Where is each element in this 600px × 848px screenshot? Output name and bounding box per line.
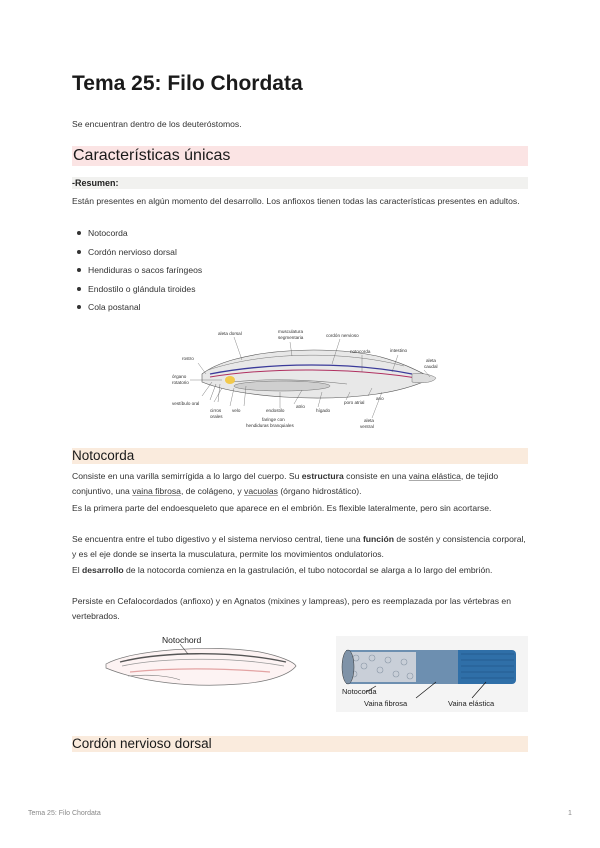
label-higado: hígado xyxy=(316,408,331,413)
text-run: consiste en una xyxy=(343,471,409,481)
characteristics-list xyxy=(72,226,202,319)
section-heading-notocorda: Notocorda xyxy=(72,448,528,464)
intro-paragraph: Se encuentran dentro de los deuteróstomos. xyxy=(72,119,242,129)
amphioxus-diagram xyxy=(172,322,442,434)
label-endostilo: endostilo xyxy=(266,408,285,413)
label-atrio: atrio xyxy=(296,404,305,409)
label-hendiduras: hendiduras branquiales xyxy=(246,423,294,428)
label-notocorda-structure: Notocorda xyxy=(342,687,377,696)
label-velo: velo xyxy=(232,408,241,413)
label-notocorda: notocorda xyxy=(350,349,371,354)
text-run: El xyxy=(72,565,83,575)
notochord-structure-diagram xyxy=(336,636,528,712)
resumen-label: -Resumen: xyxy=(72,177,528,189)
list-item: Cola postanal xyxy=(72,300,202,319)
text-run: de la notocorda comienza en la gastrulación, el tubo notocordal se alarga a lo largo del embrión. xyxy=(123,565,493,575)
underlined-term: vaina fibrosa xyxy=(132,485,181,496)
label-cordon: cordón nervioso xyxy=(326,333,359,338)
label-organo: órgano xyxy=(172,374,187,379)
label-poro-atrial: poro atrial xyxy=(344,400,365,405)
notocorda-paragraph-5: Persiste en Cefalocordados (anfioxo) y en Agnatos (mixines y lampreas), pero es reemplazada por las vértebras en vertebrados. xyxy=(72,596,511,621)
label-caudal: caudal xyxy=(424,364,438,369)
text-run: Se encuentra entre el tubo digestivo y el sistema nervioso central, tiene una xyxy=(72,534,363,544)
list-item: Cordón nervioso dorsal xyxy=(72,245,202,264)
notochord-diagram xyxy=(100,632,300,696)
text-run: Consiste en una varilla semirrígida a lo largo del cuerpo. Su xyxy=(72,471,302,481)
underlined-term: vaina elástica xyxy=(408,471,461,481)
label-notochord: Notochord xyxy=(162,635,202,645)
label-rostro: rostro xyxy=(182,356,194,361)
bold-term: desarrollo xyxy=(82,565,124,575)
label-segmentaria: segmentaria xyxy=(278,335,304,340)
text-run: , de colágeno, y xyxy=(180,485,245,496)
underlined-term: vacuolas xyxy=(244,485,278,496)
list-item: Notocorda xyxy=(72,226,202,245)
notocorda-paragraph-4 xyxy=(72,563,528,578)
bold-term: función xyxy=(362,534,394,544)
notocorda-paragraph-1 xyxy=(72,469,528,498)
section-heading-cordon: Cordón nervioso dorsal xyxy=(72,736,528,752)
label-aleta-caudal: aleta xyxy=(426,358,436,363)
footer-title: Tema 25: Filo Chordata xyxy=(28,810,101,817)
amphioxus-body xyxy=(202,350,436,402)
text-run: de sostén y consistencia corporal, y es el eje donde se inserta la musculatura, permite los movimientos ondulatorios. xyxy=(72,534,526,559)
label-faringe: faringe con xyxy=(262,417,285,422)
label-intestino: intestino xyxy=(390,348,408,353)
page-title: Tema 25: Filo Chordata xyxy=(72,72,303,95)
label-ventral: ventral xyxy=(360,424,374,429)
label-aleta-ventral: aleta xyxy=(364,418,374,423)
text-run: , de tejido conjuntivo, una xyxy=(72,471,499,496)
section-heading-caracteristicas: Características únicas xyxy=(72,146,528,166)
bold-term: estructura xyxy=(301,471,344,481)
label-aleta-dorsal: aleta dorsal xyxy=(218,331,242,336)
label-orales: orales xyxy=(210,414,223,419)
label-vaina-fibrosa: Vaina fibrosa xyxy=(364,699,408,708)
label-musculatura: musculatura xyxy=(278,329,304,334)
text-run: (órgano hidrostático). xyxy=(277,485,362,496)
label-vestibulo: vestíbulo oral xyxy=(172,401,200,406)
notocorda-paragraph-2: Es la primera parte del endoesqueleto que aparece en el embrión. Es flexible lateralmente, pero sin acortarse. xyxy=(72,503,492,513)
label-ano: ano xyxy=(376,396,384,401)
list-item: Hendiduras o sacos faríngeos xyxy=(72,263,202,282)
page-number: 1 xyxy=(568,810,572,817)
label-vaina-elastica: Vaina elástica xyxy=(448,699,495,708)
list-item: Endostilo o glándula tiroides xyxy=(72,282,202,301)
label-cirros: cirros xyxy=(210,408,222,413)
label-rotatorio: rotatorio xyxy=(172,380,189,385)
notocorda-paragraph-3 xyxy=(72,532,528,561)
resumen-text: Están presentes en algún momento del desarrollo. Los anfioxos tienen todas las características presentes en adultos. xyxy=(72,196,520,206)
